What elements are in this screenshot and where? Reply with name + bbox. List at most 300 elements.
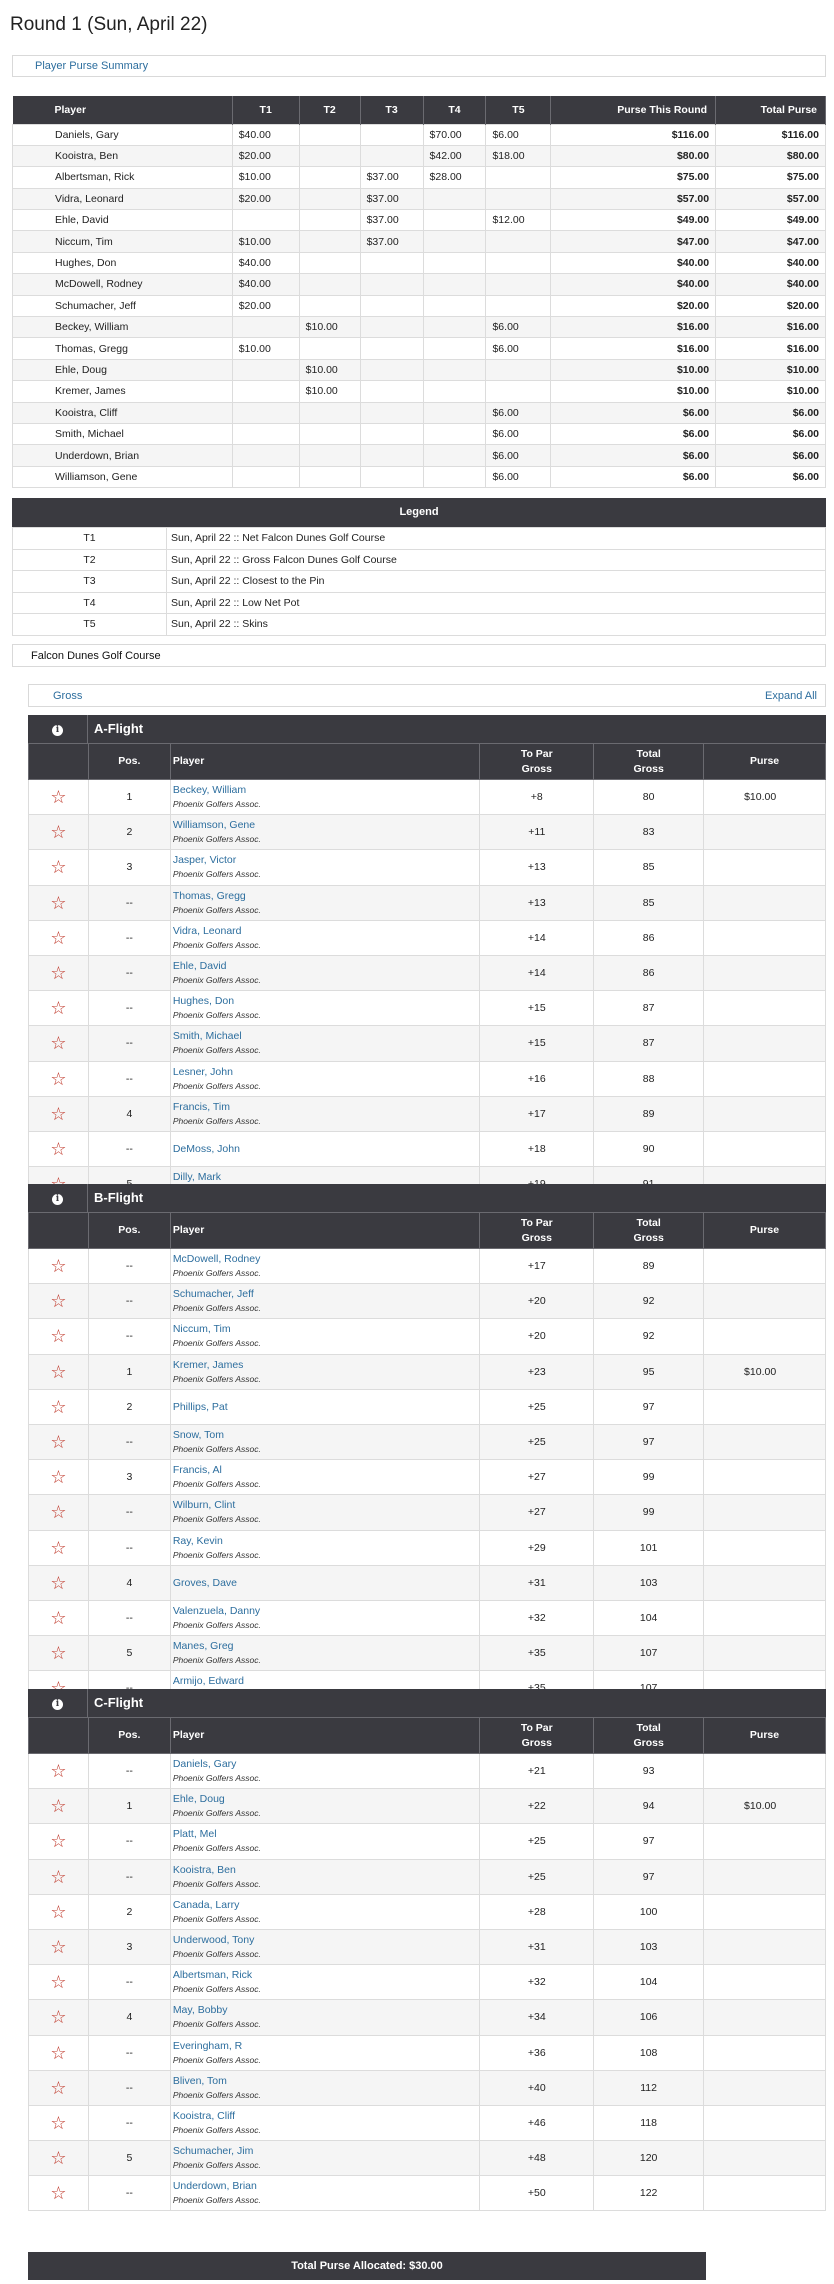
expand-all-link[interactable]: Expand All bbox=[765, 690, 817, 702]
star-icon[interactable]: ☆ bbox=[50, 1972, 67, 1993]
course-name: Falcon Dunes Golf Course bbox=[31, 650, 161, 662]
col-to-par-label: To Par bbox=[520, 1721, 553, 1734]
purse-value bbox=[704, 1061, 826, 1096]
player-name-link[interactable]: Ehle, Doug bbox=[172, 1793, 225, 1806]
favorite-cell bbox=[29, 1754, 89, 1789]
purse-value bbox=[704, 1131, 826, 1166]
player-name-link[interactable]: Hughes, Don bbox=[172, 995, 235, 1008]
purse-total-value: $57.00 bbox=[716, 188, 826, 209]
leaderboard-row bbox=[29, 991, 826, 1026]
player-name-link[interactable]: Manes, Greg bbox=[172, 1640, 234, 1653]
star-icon[interactable]: ☆ bbox=[50, 998, 67, 1019]
to-par-value: +25 bbox=[480, 1424, 594, 1459]
leaderboard-row bbox=[29, 815, 826, 850]
leaderboard-row bbox=[29, 2141, 826, 2176]
player-name-link[interactable]: Beckey, William bbox=[172, 784, 247, 797]
position: -- bbox=[88, 991, 170, 1026]
favorite-cell bbox=[29, 1495, 89, 1530]
position: -- bbox=[88, 1754, 170, 1789]
legend-row bbox=[13, 571, 826, 593]
player-name-link[interactable]: Lesner, John bbox=[172, 1065, 233, 1078]
purse-this-round-value: $80.00 bbox=[551, 145, 716, 166]
legend-code: T5 bbox=[13, 614, 167, 636]
purse-t1-value: $40.00 bbox=[232, 124, 299, 145]
purse-value bbox=[704, 1284, 826, 1319]
star-icon[interactable]: ☆ bbox=[50, 1537, 67, 1558]
col-purse[interactable]: Purse bbox=[704, 1718, 826, 1754]
purse-t2-value bbox=[299, 445, 360, 466]
player-cell bbox=[170, 1824, 480, 1859]
player-association: Phoenix Golfers Assoc. bbox=[172, 1808, 261, 1819]
purse-player-name: Vidra, Leonard bbox=[13, 188, 233, 209]
col-player[interactable]: Player bbox=[170, 1718, 480, 1754]
total-gross-value: 87 bbox=[594, 991, 704, 1026]
total-gross-value: 118 bbox=[594, 2105, 704, 2140]
position: -- bbox=[88, 1284, 170, 1319]
total-gross-value: 99 bbox=[594, 1495, 704, 1530]
player-name-link[interactable]: Phillips, Pat bbox=[172, 1400, 228, 1413]
col-to-par-gross[interactable] bbox=[480, 1718, 594, 1754]
purse-value bbox=[704, 1319, 826, 1354]
star-icon[interactable]: ☆ bbox=[50, 1643, 67, 1664]
player-cell bbox=[170, 1389, 480, 1424]
star-icon[interactable]: ☆ bbox=[50, 2042, 67, 2063]
star-icon[interactable]: ☆ bbox=[50, 892, 67, 913]
to-par-value: +32 bbox=[480, 1965, 594, 2000]
legend-description: Sun, April 22 :: Net Falcon Dunes Golf Course bbox=[167, 528, 826, 550]
position: -- bbox=[88, 955, 170, 990]
purse-t3-value bbox=[360, 466, 423, 487]
purse-total-value: $40.00 bbox=[716, 252, 826, 273]
favorite-cell bbox=[29, 1026, 89, 1061]
star-icon[interactable]: ☆ bbox=[50, 1396, 67, 1417]
player-name-link[interactable]: Daniels, Gary bbox=[172, 1758, 237, 1771]
player-cell bbox=[170, 2035, 480, 2070]
star-icon[interactable]: ☆ bbox=[50, 963, 67, 984]
purse-t3-value bbox=[360, 359, 423, 380]
position: -- bbox=[88, 1965, 170, 2000]
total-gross-value: 85 bbox=[594, 885, 704, 920]
player-association: Phoenix Golfers Assoc. bbox=[172, 1655, 261, 1666]
flight-table-header bbox=[29, 1213, 826, 1249]
col-total-gross[interactable] bbox=[594, 744, 704, 780]
purse-t5-value: $6.00 bbox=[486, 402, 551, 423]
purse-t4-value bbox=[423, 359, 486, 380]
purse-this-round-value: $49.00 bbox=[551, 210, 716, 231]
flight-c-flight bbox=[28, 1689, 826, 2211]
player-name-link[interactable]: Wilburn, Clint bbox=[172, 1499, 236, 1512]
col-pos[interactable]: Pos. bbox=[88, 744, 170, 780]
to-par-value: +20 bbox=[480, 1319, 594, 1354]
purse-t4-value: $42.00 bbox=[423, 145, 486, 166]
col-purse[interactable]: Purse bbox=[704, 1213, 826, 1249]
star-icon[interactable]: ☆ bbox=[50, 1607, 67, 1628]
player-association: Phoenix Golfers Assoc. bbox=[172, 1080, 261, 1091]
col-to-par-sublabel: Gross bbox=[521, 1736, 552, 1749]
favorite-cell bbox=[29, 2105, 89, 2140]
player-cell bbox=[170, 1026, 480, 1061]
star-icon[interactable]: ☆ bbox=[50, 1831, 67, 1852]
leaderboard-row bbox=[29, 1530, 826, 1565]
col-total-label: Total bbox=[636, 1216, 661, 1229]
legend-row bbox=[13, 614, 826, 636]
star-icon[interactable]: ☆ bbox=[50, 1937, 67, 1958]
purse-t4-value: $70.00 bbox=[423, 124, 486, 145]
purse-t1-value: $40.00 bbox=[232, 274, 299, 295]
player-name-link[interactable]: Williamson, Gene bbox=[172, 819, 256, 832]
purse-this-round-value: $6.00 bbox=[551, 445, 716, 466]
col-t2[interactable]: T2 bbox=[299, 96, 360, 124]
purse-player-name: Underdown, Brian bbox=[13, 445, 233, 466]
purse-t4-value bbox=[423, 252, 486, 273]
purse-value bbox=[704, 1495, 826, 1530]
player-name-link[interactable]: Francis, Al bbox=[172, 1464, 222, 1477]
star-icon[interactable]: ☆ bbox=[50, 1103, 67, 1124]
leaderboard-row bbox=[29, 2000, 826, 2035]
purse-row bbox=[13, 167, 826, 188]
purse-t4-value bbox=[423, 466, 486, 487]
total-gross-value: 92 bbox=[594, 1284, 704, 1319]
star-icon[interactable]: ☆ bbox=[50, 1761, 67, 1782]
star-icon[interactable]: ☆ bbox=[50, 2183, 67, 2204]
flight-a-flight bbox=[28, 715, 826, 1202]
purse-value bbox=[704, 1460, 826, 1495]
col-t3[interactable]: T3 bbox=[360, 96, 423, 124]
purse-t4-value bbox=[423, 423, 486, 444]
purse-t5-value: $6.00 bbox=[486, 124, 551, 145]
flight-header bbox=[28, 1184, 826, 1212]
purse-this-round-value: $10.00 bbox=[551, 359, 716, 380]
col-total-sublabel: Gross bbox=[633, 762, 664, 775]
to-par-value: +20 bbox=[480, 1284, 594, 1319]
purse-player-name: Beckey, William bbox=[13, 317, 233, 338]
player-name-link[interactable]: Valenzuela, Danny bbox=[172, 1604, 261, 1617]
player-name-link[interactable]: Kremer, James bbox=[172, 1358, 244, 1371]
purse-this-round-value: $57.00 bbox=[551, 188, 716, 209]
position: 1 bbox=[88, 780, 170, 815]
leaderboard-row bbox=[29, 1284, 826, 1319]
purse-t2-value: $10.00 bbox=[299, 359, 360, 380]
position: -- bbox=[88, 1824, 170, 1859]
player-name-link[interactable]: Bliven, Tom bbox=[172, 2074, 227, 2087]
col-total-sublabel: Gross bbox=[633, 1736, 664, 1749]
flight-info-cell bbox=[28, 1184, 88, 1212]
total-gross-value: 103 bbox=[594, 1565, 704, 1600]
purse-t5-value bbox=[486, 167, 551, 188]
col-to-par-label: To Par bbox=[520, 747, 553, 760]
purse-t4-value: $28.00 bbox=[423, 167, 486, 188]
col-total-gross[interactable] bbox=[594, 1213, 704, 1249]
leaderboard-row bbox=[29, 780, 826, 815]
player-cell bbox=[170, 1249, 480, 1284]
purse-t3-value bbox=[360, 295, 423, 316]
star-icon[interactable]: ☆ bbox=[50, 1502, 67, 1523]
player-name-link[interactable]: Jasper, Victor bbox=[172, 854, 237, 867]
player-association: Phoenix Golfers Assoc. bbox=[172, 869, 261, 880]
purse-value bbox=[704, 1859, 826, 1894]
leaderboard-row bbox=[29, 885, 826, 920]
col-favorite bbox=[29, 744, 89, 780]
purse-value bbox=[704, 1965, 826, 2000]
flight-table bbox=[28, 743, 826, 1202]
player-name-link[interactable]: DeMoss, John bbox=[172, 1142, 240, 1155]
leaderboard-row bbox=[29, 1061, 826, 1096]
purse-t1-value bbox=[232, 423, 299, 444]
col-total-label: Total bbox=[636, 1721, 661, 1734]
star-icon[interactable]: ☆ bbox=[50, 1866, 67, 1887]
player-name-link[interactable]: Vidra, Leonard bbox=[172, 924, 242, 937]
player-cell bbox=[170, 1096, 480, 1131]
col-player[interactable]: Player bbox=[170, 1213, 480, 1249]
position: -- bbox=[88, 2070, 170, 2105]
star-icon[interactable]: ☆ bbox=[50, 1138, 67, 1159]
player-name-link[interactable]: Kooistra, Ben bbox=[172, 1863, 236, 1876]
player-name-link[interactable]: Canada, Larry bbox=[172, 1898, 240, 1911]
favorite-cell bbox=[29, 1096, 89, 1131]
purse-player-name: Daniels, Gary bbox=[13, 124, 233, 145]
purse-t4-value bbox=[423, 445, 486, 466]
player-name-link[interactable]: Underwood, Tony bbox=[172, 1934, 255, 1947]
purse-t5-value: $6.00 bbox=[486, 466, 551, 487]
total-gross-value: 92 bbox=[594, 1319, 704, 1354]
player-name-link[interactable]: Schumacher, Jeff bbox=[172, 1288, 254, 1301]
player-association: Phoenix Golfers Assoc. bbox=[172, 1878, 261, 1889]
player-association: Phoenix Golfers Assoc. bbox=[172, 1115, 261, 1126]
player-cell bbox=[170, 1565, 480, 1600]
leaderboard-row bbox=[29, 1894, 826, 1929]
col-to-par-gross[interactable] bbox=[480, 744, 594, 780]
summary-link-box bbox=[12, 55, 826, 77]
position: -- bbox=[88, 1859, 170, 1894]
col-t1[interactable]: T1 bbox=[232, 96, 299, 124]
purse-t5-value: $6.00 bbox=[486, 423, 551, 444]
star-icon[interactable]: ☆ bbox=[50, 2112, 67, 2133]
favorite-cell bbox=[29, 920, 89, 955]
star-icon[interactable]: ☆ bbox=[50, 1467, 67, 1488]
purse-t1-value: $20.00 bbox=[232, 295, 299, 316]
position: 2 bbox=[88, 1894, 170, 1929]
player-name-link[interactable]: Dilly, Mark bbox=[172, 1171, 222, 1184]
player-cell bbox=[170, 1319, 480, 1354]
player-name-link[interactable]: Ray, Kevin bbox=[172, 1534, 223, 1547]
purse-row bbox=[13, 295, 826, 316]
leaderboard-row bbox=[29, 1096, 826, 1131]
player-name-link[interactable]: Smith, Michael bbox=[172, 1030, 242, 1043]
star-icon[interactable]: ☆ bbox=[50, 822, 67, 843]
star-icon[interactable]: ☆ bbox=[50, 1361, 67, 1382]
col-pos[interactable]: Pos. bbox=[88, 1718, 170, 1754]
to-par-value: +14 bbox=[480, 955, 594, 990]
purse-row bbox=[13, 145, 826, 166]
leaderboard-row bbox=[29, 1789, 826, 1824]
purse-t1-value bbox=[232, 445, 299, 466]
info-icon[interactable]: i bbox=[52, 1194, 63, 1205]
total-gross-value: 112 bbox=[594, 2070, 704, 2105]
leaderboard-row bbox=[29, 1354, 826, 1389]
position: 4 bbox=[88, 1096, 170, 1131]
purse-player-name: Hughes, Don bbox=[13, 252, 233, 273]
position: 2 bbox=[88, 1389, 170, 1424]
purse-t3-value: $37.00 bbox=[360, 167, 423, 188]
col-t5[interactable]: T5 bbox=[486, 96, 551, 124]
total-gross-value: 99 bbox=[594, 1460, 704, 1495]
leaderboard-row bbox=[29, 2105, 826, 2140]
player-name-link[interactable]: Underdown, Brian bbox=[172, 2180, 257, 2193]
star-icon[interactable]: ☆ bbox=[50, 2148, 67, 2169]
purse-total-value: $40.00 bbox=[716, 274, 826, 295]
player-cell bbox=[170, 1530, 480, 1565]
purse-player-name: Albertsman, Rick bbox=[13, 167, 233, 188]
leaderboard-row bbox=[29, 1636, 826, 1671]
total-gross-value: 104 bbox=[594, 1600, 704, 1635]
legend-description: Sun, April 22 :: Gross Falcon Dunes Golf Course bbox=[167, 549, 826, 571]
gross-bar bbox=[28, 684, 826, 707]
purse-t4-value bbox=[423, 338, 486, 359]
purse-t1-value bbox=[232, 359, 299, 380]
purse-value bbox=[704, 850, 826, 885]
purse-t2-value bbox=[299, 402, 360, 423]
flight-b-flight bbox=[28, 1184, 826, 1706]
player-name-link[interactable]: Francis, Tim bbox=[172, 1100, 230, 1113]
col-to-par-sublabel: Gross bbox=[521, 1231, 552, 1244]
player-cell bbox=[170, 1859, 480, 1894]
purse-total-value: $10.00 bbox=[716, 359, 826, 380]
player-name-link[interactable]: Snow, Tom bbox=[172, 1429, 224, 1442]
star-icon[interactable]: ☆ bbox=[50, 927, 67, 948]
player-name-link[interactable]: Kooistra, Cliff bbox=[172, 2109, 236, 2122]
purse-value bbox=[704, 2141, 826, 2176]
purse-value bbox=[704, 1249, 826, 1284]
purse-player-name: Ehle, David bbox=[13, 210, 233, 231]
flight-info-cell bbox=[28, 1689, 88, 1717]
star-icon[interactable]: ☆ bbox=[50, 1326, 67, 1347]
col-to-par-gross[interactable] bbox=[480, 1213, 594, 1249]
player-purse-summary-link[interactable]: Player Purse Summary bbox=[35, 60, 149, 72]
player-name-link[interactable]: McDowell, Rodney bbox=[172, 1253, 261, 1266]
purse-row bbox=[13, 188, 826, 209]
flight-name: C-Flight bbox=[94, 1695, 144, 1710]
purse-this-round-value: $47.00 bbox=[551, 231, 716, 252]
total-gross-value: 94 bbox=[594, 1789, 704, 1824]
player-association: Phoenix Golfers Assoc. bbox=[172, 2019, 261, 2030]
star-icon[interactable]: ☆ bbox=[50, 1256, 67, 1277]
purse-table bbox=[12, 96, 826, 488]
legend-code: T2 bbox=[13, 549, 167, 571]
purse-this-round-value: $40.00 bbox=[551, 252, 716, 273]
total-gross-value: 104 bbox=[594, 1965, 704, 2000]
purse-row bbox=[13, 274, 826, 295]
col-total-gross[interactable] bbox=[594, 1718, 704, 1754]
star-icon[interactable]: ☆ bbox=[50, 1432, 67, 1453]
favorite-cell bbox=[29, 955, 89, 990]
star-icon[interactable]: ☆ bbox=[50, 1796, 67, 1817]
star-icon[interactable]: ☆ bbox=[50, 2077, 67, 2098]
purse-value bbox=[704, 1929, 826, 1964]
star-icon[interactable]: ☆ bbox=[50, 1068, 67, 1089]
star-icon[interactable]: ☆ bbox=[50, 857, 67, 878]
purse-row bbox=[13, 210, 826, 231]
player-association: Phoenix Golfers Assoc. bbox=[172, 1773, 261, 1784]
player-name-link[interactable]: Platt, Mel bbox=[172, 1828, 217, 1841]
purse-value bbox=[704, 1894, 826, 1929]
info-icon[interactable]: i bbox=[52, 725, 63, 736]
purse-value bbox=[704, 2035, 826, 2070]
total-gross-value: 80 bbox=[594, 780, 704, 815]
col-total-purse[interactable]: Total Purse bbox=[716, 96, 826, 124]
purse-t1-value: $10.00 bbox=[232, 231, 299, 252]
player-association: Phoenix Golfers Assoc. bbox=[172, 2160, 261, 2171]
total-gross-value: 97 bbox=[594, 1824, 704, 1859]
player-name-link[interactable]: Ehle, David bbox=[172, 960, 227, 973]
purse-t2-value bbox=[299, 124, 360, 145]
position: 5 bbox=[88, 1636, 170, 1671]
to-par-value: +23 bbox=[480, 1354, 594, 1389]
purse-value bbox=[704, 1389, 826, 1424]
col-purse-this-round[interactable]: Purse This Round bbox=[551, 96, 716, 124]
star-icon[interactable]: ☆ bbox=[50, 2007, 67, 2028]
favorite-cell bbox=[29, 1929, 89, 1964]
purse-player-name: Williamson, Gene bbox=[13, 466, 233, 487]
purse-t3-value bbox=[360, 252, 423, 273]
player-name-link[interactable]: Niccum, Tim bbox=[172, 1323, 231, 1336]
leaderboard-row bbox=[29, 1929, 826, 1964]
purse-value bbox=[704, 1565, 826, 1600]
purse-value bbox=[704, 1530, 826, 1565]
gross-tab[interactable]: Gross bbox=[53, 690, 83, 702]
legend-row bbox=[13, 592, 826, 614]
star-icon[interactable]: ☆ bbox=[50, 1901, 67, 1922]
total-gross-value: 88 bbox=[594, 1061, 704, 1096]
leaderboard-row bbox=[29, 1460, 826, 1495]
player-name-link[interactable]: May, Bobby bbox=[172, 2004, 228, 2017]
position: -- bbox=[88, 2035, 170, 2070]
purse-this-round-value: $16.00 bbox=[551, 317, 716, 338]
purse-player-name: Niccum, Tim bbox=[13, 231, 233, 252]
to-par-value: +13 bbox=[480, 850, 594, 885]
favorite-cell bbox=[29, 2070, 89, 2105]
total-gross-value: 85 bbox=[594, 850, 704, 885]
to-par-value: +31 bbox=[480, 1565, 594, 1600]
player-name-link[interactable]: Schumacher, Jim bbox=[172, 2145, 254, 2158]
to-par-value: +15 bbox=[480, 1026, 594, 1061]
col-player[interactable]: Player bbox=[13, 96, 233, 124]
to-par-value: +25 bbox=[480, 1389, 594, 1424]
player-name-link[interactable]: Groves, Dave bbox=[172, 1576, 238, 1589]
total-gross-value: 86 bbox=[594, 920, 704, 955]
purse-row bbox=[13, 231, 826, 252]
purse-t5-value: $18.00 bbox=[486, 145, 551, 166]
player-name-link[interactable]: Armijo, Edward bbox=[172, 1675, 245, 1688]
info-icon[interactable]: i bbox=[52, 1699, 63, 1710]
player-name-link[interactable]: Everingham, R bbox=[172, 2039, 243, 2052]
star-icon[interactable]: ☆ bbox=[50, 787, 67, 808]
star-icon[interactable]: ☆ bbox=[50, 1291, 67, 1312]
col-t4[interactable]: T4 bbox=[423, 96, 486, 124]
star-icon[interactable]: ☆ bbox=[50, 1033, 67, 1054]
purse-t4-value bbox=[423, 295, 486, 316]
star-icon[interactable]: ☆ bbox=[50, 1572, 67, 1593]
player-name-link[interactable]: Albertsman, Rick bbox=[172, 1969, 253, 1982]
purse-t4-value bbox=[423, 402, 486, 423]
player-name-link[interactable]: Thomas, Gregg bbox=[172, 889, 246, 902]
col-purse[interactable]: Purse bbox=[704, 744, 826, 780]
favorite-cell bbox=[29, 991, 89, 1026]
col-pos[interactable]: Pos. bbox=[88, 1213, 170, 1249]
purse-total-value: $6.00 bbox=[716, 402, 826, 423]
col-player[interactable]: Player bbox=[170, 744, 480, 780]
position: -- bbox=[88, 1530, 170, 1565]
position: 4 bbox=[88, 1565, 170, 1600]
